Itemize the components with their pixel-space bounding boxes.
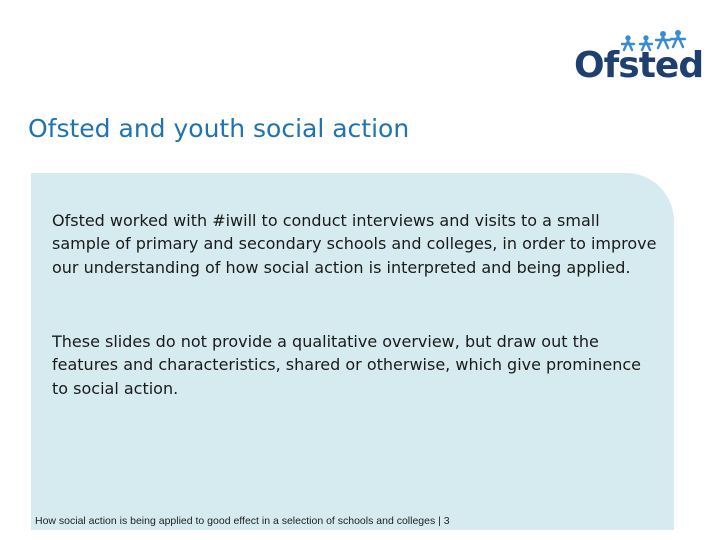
slide-title: Ofsted and youth social action <box>28 114 410 143</box>
slide-footer: How social action is being applied to good effect in a selection of schools and colleges | 3 <box>35 515 450 527</box>
paragraph-1: Ofsted worked with #iwill to conduct interviews and visits to a small sample of primary and secondary schools and colleges, in order to improve our understanding of how social action is interpreted and being applied. <box>52 211 657 277</box>
ofsted-logo <box>570 28 704 94</box>
paragraph-2: These slides do not provide a qualitative overview, but draw out the features and characteristics, shared or otherwise, which give prominence to social action. <box>52 332 642 398</box>
logo-wordmark: Ofsted <box>574 45 704 86</box>
